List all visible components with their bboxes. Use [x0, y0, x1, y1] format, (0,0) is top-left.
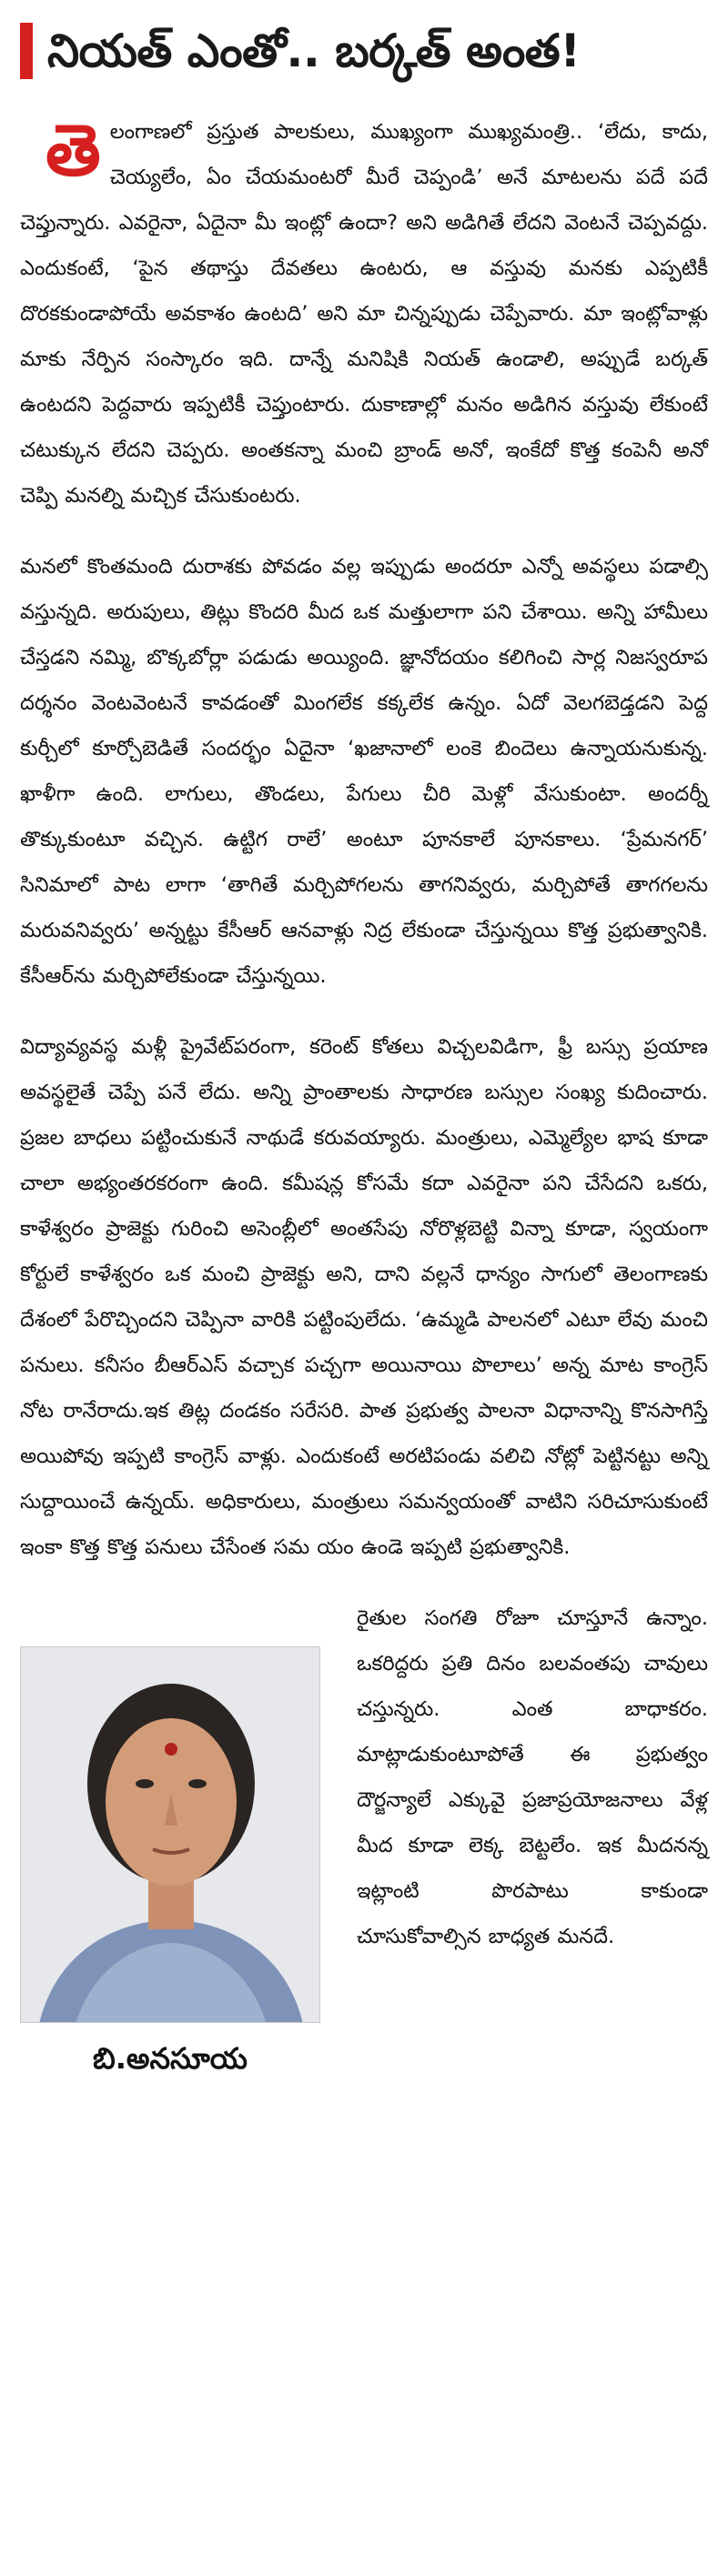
drop-cap: తె	[46, 110, 101, 192]
headline-block	[20, 13, 708, 89]
headline-accent-bar	[20, 23, 33, 79]
article-paragraph-1	[20, 109, 708, 518]
author-box	[20, 1646, 320, 2083]
headline: నియత్ ఎంతో.. బర్కత్ అంత!	[47, 24, 581, 77]
author-name: బి.అనసూయ	[93, 2041, 248, 2076]
article-paragraph-3: విద్యావ్యవస్థ మళ్లీ ప్రైవేట్‌పరంగా, కరెంట్ కోతలు విచ్చలవిడిగా, ఫ్రీ బస్సు ప్రయాణ అవస్థలైతే చెప్పే పనే లేదు. అన్ని ప్రాంతాలకు సాధారణ బస్సుల సంఖ్య కుదించారు. ప్రజల బాధలు పట్టించుకునే నాథుడే కరువయ్యారు. మంత్రులు, ఎమ్మెల్యేల భాష కూడా చాలా అభ్యంతరకరంగా ఉంది. కమీషన్ల కోసమే కదా ఎవరైనా పని చేసేదని ఒకరు, కాళేశ్వరం ప్రాజెక్టు గురించి అసెంబ్లీలో అంతసేపు నోరొళ్లబెట్టి విన్నా కూడా, స్వయంగా కోర్టులే కాళేశ్వరం ఒక మంచి ప్రాజెక్టు అని, దాని వల్లనే ధాన్యం సాగులో తెలంగాణకు దేశంలో పేరొచ్చిందని చెప్పినా వారికి పట్టింపులేదు. ‘ఉమ్మడి పాలనలో ఎటూ లేవు మంచి పనులు. కనీసం బీఆర్ఎస్ వచ్చాక పచ్చగా అయినాయి పొలాలు’ అన్న మాట కాంగ్రెస్ నోట రానేరాదు.ఇక తిట్ల దండకం సరేసరి. పాత ప్రభుత్వ పాలనా విధానాన్ని కొనసాగిస్తే అయిపోవు ఇప్పటి కాంగ్రెస్ వాళ్లు. ఎందుకంటే అరటిపండు వలిచి నోట్లో పెట్టినట్టు అన్ని సుద్దాయించే ఉన్నయ్. అధికారులు, మంత్రులు సమన్వయంతో వాటిని సరిచూసుకుంటే ఇంకా కొత్త కొత్త పనులు చేసేంత సమ యం ఉండె ఇప్పటి ప్రభుత్వానికి.	[20, 1035, 708, 1559]
closing-text	[357, 1595, 708, 1959]
author-portrait-icon	[21, 1647, 320, 2023]
article-body	[20, 109, 708, 1570]
closing-section	[20, 1595, 708, 2083]
paragraph-text: లంగాణలో ప్రస్తుత పాలకులు, ముఖ్యంగా ముఖ్యమంత్రి.. ‘లేదు, కాదు, చెయ్యలేం, ఏం చేయమంటరో మీరే చెప్పండి’ అనే మాటలను పదే పదే చెప్తున్నారు. ఎవరైనా, ఏదైనా మీ ఇంట్లో ఉందా? అని అడిగితే లేదని వెంటనే చెప్పవద్దు. ఎందుకంటే, ‘పైన తథాస్తు దేవతలు ఉంటరు, ఆ వస్తువు మనకు ఎప్పటికీ దొరకకుండాపోయే అవకాశం ఉంటది’ అని మా చిన్నప్పుడు చెప్పేవారు. మా ఇంట్లోవాళ్లు మాకు నేర్పిన సంస్కారం ఇది. దాన్నే మనిషికి నియత్ ఉండాలి, అప్పుడే బర్కత్ ఉంటదని పెద్దవారు ఇప్పటికీ చెప్తుంటారు. దుకాణాల్లో మనం అడిగిన వస్తువు లేకుంటే చటుక్కున లేదని చెప్పరు. అంతకన్నా మంచి బ్రాండ్ అనో, ఇంకేదో కొత్త కంపెనీ అనో చెప్పి మనల్ని మచ్చిక చేసుకుంటరు.	[20, 120, 708, 508]
author-photo	[20, 1646, 320, 2023]
article-paragraph-2: మనలో కొంతమంది దురాశకు పోవడం వల్ల ఇప్పుడు అందరూ ఎన్నో అవస్థలు పడాల్సి వస్తున్నది. అరుపులు, తిట్లు కొందరి మీద ఒక మత్తులాగా పని చేశాయి. అన్ని హామీలు చేస్తడని నమ్మి, బొక్కబోర్లా పడుడు అయ్యింది. జ్ఞానోదయం కలిగించి సార్ల నిజస్వరూప దర్శనం వెంటవెంటనే కావడంతో మింగలేక కక్కలేక ఉన్నం. ఏదో వెలగబెడ్తడని పెద్ద కుర్చీలో కూర్చోబెడితే సందర్భం ఏదైనా ‘ఖజానాలో లంకె బిందెలు ఉన్నాయనుకున్న. ఖాళీగా ఉంది. లాగులు, తొండలు, పేగులు చీరి మెళ్లో వేసుకుంటా. అందర్నీ తొక్కుకుంటూ వచ్చిన. ఉట్టిగ రాలే’ అంటూ పూనకాలే పూనకాలు. ‘ప్రేమనగర్’ సినిమాలో పాట లాగా ‘తాగితే మర్చిపోగలను తాగనివ్వరు, మర్చిపోతే తాగగలను మరువనివ్వరు’ అన్నట్టు కేసీఆర్ ఆనవాళ్లు నిద్ర లేకుండా చేస్తున్నయి కొత్త ప్రభుత్వానికి. కేసీఆర్‌ను మర్చిపోలేకుండా చేస్తున్నయి.	[20, 555, 708, 988]
closing-paragraph: రైతుల సంగతి రోజూ చూస్తూనే ఉన్నాం. ఒకరిద్దరు ప్రతి దినం బలవంతపు చావులు చస్తున్నరు. ఎంత బాధాకరం. మాట్లాడుకుంటూపోతే ఈ ప్రభుత్వం దౌర్జన్యాలే ఎక్కువై ప్రజాప్రయోజనాలు వేళ్ల మీద కూడా లెక్క బెట్టలేం. ఇక మీదనన్న ఇట్లాంటి పొరపాటు కాకుండా చూసుకోవాల్సిన బాధ్యత మనదే.	[357, 1606, 708, 1948]
